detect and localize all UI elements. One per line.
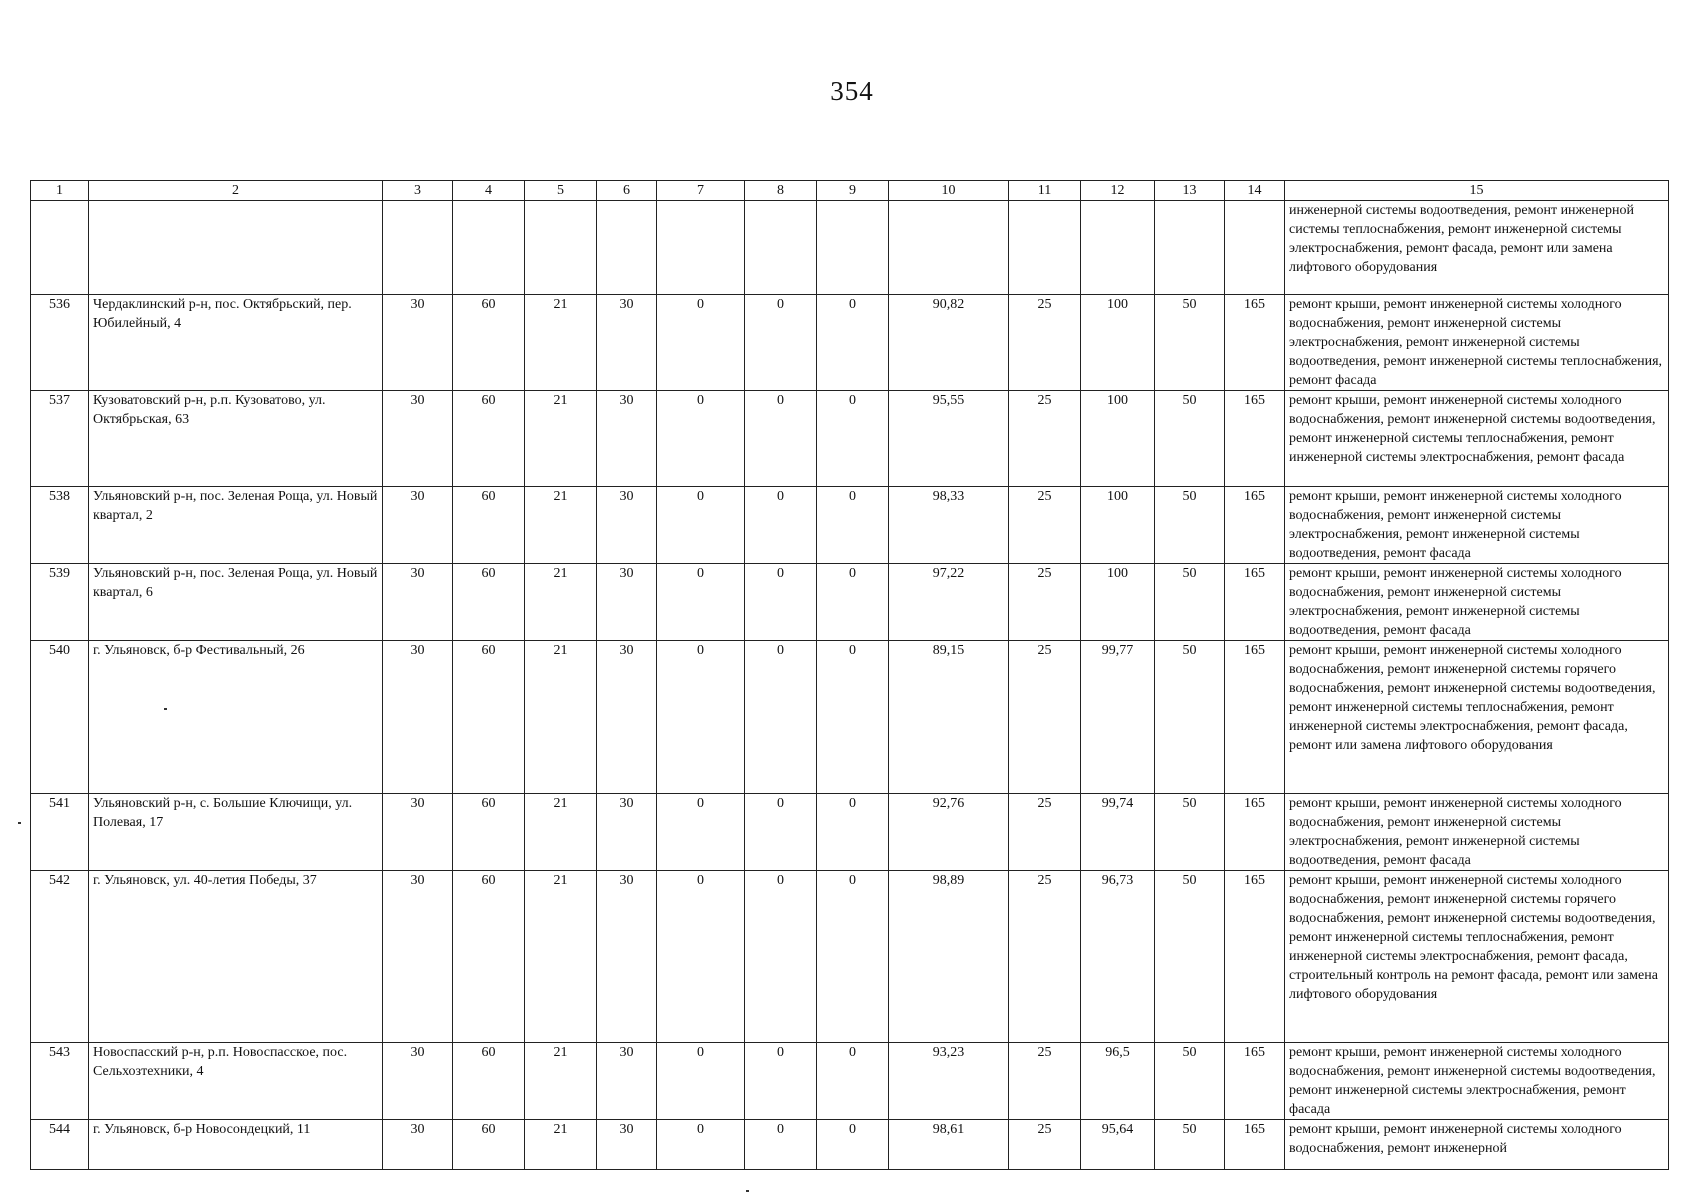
value-cell: 50 (1155, 871, 1225, 1043)
table-row (31, 1043, 1669, 1120)
value-cell (657, 201, 745, 295)
value-cell: 95,64 (1081, 1120, 1155, 1170)
table-row (31, 794, 1669, 871)
register-table (30, 180, 1669, 1170)
value-cell: 0 (817, 487, 889, 564)
value-cell (525, 201, 597, 295)
value-cell: 21 (525, 564, 597, 641)
scan-speck (164, 708, 167, 710)
value-cell (1155, 201, 1225, 295)
works-cell: ремонт крыши, ремонт инженерной системы холодного водоснабжения, ремонт инженерной системы горячего водоснабжения, ремонт инженерной системы водоотведения, ремонт инженерной системы теплоснабжения, ремонт инженерной системы электроснабжения, ремонт фасада, ремонт или замена лифтового оборудования (1285, 641, 1669, 794)
value-cell: 0 (745, 295, 817, 391)
column-header: 2 (89, 181, 383, 201)
value-cell: 0 (657, 1120, 745, 1170)
value-cell: 60 (453, 391, 525, 487)
works-cell: ремонт крыши, ремонт инженерной системы холодного водоснабжения, ремонт инженерной (1285, 1120, 1669, 1170)
value-cell: 0 (817, 794, 889, 871)
value-cell: 30 (383, 1120, 453, 1170)
value-cell: 25 (1009, 564, 1081, 641)
value-cell: 0 (745, 871, 817, 1043)
column-header: 14 (1225, 181, 1285, 201)
value-cell: 0 (817, 641, 889, 794)
value-cell: 100 (1081, 391, 1155, 487)
value-cell: 60 (453, 794, 525, 871)
value-cell: 60 (453, 1120, 525, 1170)
value-cell: 21 (525, 794, 597, 871)
value-cell: 30 (383, 564, 453, 641)
address-cell: Кузоватовский р-н, р.п. Кузоватово, ул. Октябрьская, 63 (89, 391, 383, 487)
value-cell: 0 (657, 794, 745, 871)
value-cell: 100 (1081, 564, 1155, 641)
value-cell: 100 (1081, 487, 1155, 564)
value-cell: 165 (1225, 641, 1285, 794)
table-row (31, 391, 1669, 487)
address-cell: Ульяновский р-н, пос. Зеленая Роща, ул. Новый квартал, 6 (89, 564, 383, 641)
address-cell: г. Ульяновск, б-р Фестивальный, 26 (89, 641, 383, 794)
value-cell: 99,77 (1081, 641, 1155, 794)
value-cell: 89,15 (889, 641, 1009, 794)
value-cell (383, 201, 453, 295)
value-cell: 165 (1225, 794, 1285, 871)
value-cell: 30 (383, 391, 453, 487)
value-cell: 50 (1155, 487, 1225, 564)
value-cell: 0 (817, 1043, 889, 1120)
table-row (31, 295, 1669, 391)
value-cell: 165 (1225, 871, 1285, 1043)
value-cell: 0 (657, 391, 745, 487)
value-cell: 0 (657, 564, 745, 641)
value-cell: 25 (1009, 641, 1081, 794)
row-number: 541 (31, 794, 89, 871)
value-cell: 60 (453, 564, 525, 641)
address-cell: г. Ульяновск, ул. 40-летия Победы, 37 (89, 871, 383, 1043)
value-cell: 25 (1009, 391, 1081, 487)
value-cell: 0 (817, 1120, 889, 1170)
value-cell (889, 201, 1009, 295)
value-cell: 0 (745, 391, 817, 487)
value-cell: 30 (383, 487, 453, 564)
value-cell: 0 (657, 295, 745, 391)
row-number: 536 (31, 295, 89, 391)
value-cell: 100 (1081, 295, 1155, 391)
column-header: 8 (745, 181, 817, 201)
value-cell: 30 (597, 871, 657, 1043)
value-cell: 165 (1225, 391, 1285, 487)
value-cell: 98,33 (889, 487, 1009, 564)
value-cell: 93,23 (889, 1043, 1009, 1120)
value-cell (1081, 201, 1155, 295)
value-cell: 165 (1225, 564, 1285, 641)
value-cell: 165 (1225, 1043, 1285, 1120)
value-cell: 30 (383, 1043, 453, 1120)
value-cell (745, 201, 817, 295)
value-cell: 0 (817, 871, 889, 1043)
value-cell: 25 (1009, 1120, 1081, 1170)
row-number: 544 (31, 1120, 89, 1170)
value-cell: 25 (1009, 1043, 1081, 1120)
value-cell (597, 201, 657, 295)
row-number: 537 (31, 391, 89, 487)
row-number: 543 (31, 1043, 89, 1120)
value-cell: 25 (1009, 295, 1081, 391)
value-cell: 30 (597, 391, 657, 487)
page-number: 354 (830, 76, 874, 106)
value-cell: 50 (1155, 295, 1225, 391)
table-row (31, 564, 1669, 641)
value-cell: 0 (745, 641, 817, 794)
value-cell: 0 (657, 487, 745, 564)
column-header: 13 (1155, 181, 1225, 201)
value-cell: 0 (817, 564, 889, 641)
value-cell: 165 (1225, 295, 1285, 391)
works-cell: ремонт крыши, ремонт инженерной системы холодного водоснабжения, ремонт инженерной системы горячего водоснабжения, ремонт инженерной системы водоотведения, ремонт инженерной системы теплоснабжения, ремонт инженерной системы электроснабжения, ремонт фасада, строительный контроль на ремонт фасада, ремонт или замена лифтового оборудования (1285, 871, 1669, 1043)
value-cell: 98,89 (889, 871, 1009, 1043)
value-cell: 60 (453, 487, 525, 564)
value-cell: 0 (817, 391, 889, 487)
works-cell: ремонт крыши, ремонт инженерной системы холодного водоснабжения, ремонт инженерной системы электроснабжения, ремонт инженерной системы водоотведения, ремонт фасада (1285, 564, 1669, 641)
column-header: 10 (889, 181, 1009, 201)
row-number: 540 (31, 641, 89, 794)
value-cell: 21 (525, 1120, 597, 1170)
header-row (31, 181, 1669, 201)
value-cell: 21 (525, 641, 597, 794)
value-cell: 30 (597, 794, 657, 871)
value-cell: 50 (1155, 1120, 1225, 1170)
table-row (31, 487, 1669, 564)
table-row (31, 201, 1669, 295)
value-cell: 165 (1225, 1120, 1285, 1170)
value-cell (1225, 201, 1285, 295)
row-number (31, 201, 89, 295)
value-cell: 21 (525, 871, 597, 1043)
value-cell: 0 (745, 794, 817, 871)
value-cell: 0 (745, 487, 817, 564)
value-cell: 0 (657, 871, 745, 1043)
value-cell: 0 (745, 564, 817, 641)
value-cell: 50 (1155, 564, 1225, 641)
works-cell: ремонт крыши, ремонт инженерной системы холодного водоснабжения, ремонт инженерной системы водоотведения, ремонт инженерной системы теплоснабжения, ремонт инженерной системы электроснабжения, ремонт фасада (1285, 391, 1669, 487)
value-cell: 96,73 (1081, 871, 1155, 1043)
value-cell: 30 (597, 1043, 657, 1120)
row-number: 542 (31, 871, 89, 1043)
value-cell: 0 (817, 295, 889, 391)
scan-speck (18, 822, 21, 824)
value-cell: 30 (597, 487, 657, 564)
value-cell: 30 (383, 794, 453, 871)
column-header: 11 (1009, 181, 1081, 201)
works-cell: ремонт крыши, ремонт инженерной системы холодного водоснабжения, ремонт инженерной системы электроснабжения, ремонт инженерной системы водоотведения, ремонт фасада (1285, 794, 1669, 871)
value-cell: 60 (453, 1043, 525, 1120)
value-cell: 21 (525, 1043, 597, 1120)
value-cell: 0 (745, 1043, 817, 1120)
works-cell: инженерной системы водоотведения, ремонт инженерной системы теплоснабжения, ремонт инженерной системы электроснабжения, ремонт фасада, ремонт или замена лифтового оборудования (1285, 201, 1669, 295)
column-header: 15 (1285, 181, 1669, 201)
value-cell: 50 (1155, 794, 1225, 871)
scan-speck (746, 1190, 749, 1192)
column-header: 3 (383, 181, 453, 201)
value-cell: 30 (383, 641, 453, 794)
value-cell: 25 (1009, 871, 1081, 1043)
value-cell: 95,55 (889, 391, 1009, 487)
value-cell: 60 (453, 295, 525, 391)
column-header: 1 (31, 181, 89, 201)
value-cell: 60 (453, 871, 525, 1043)
column-header: 5 (525, 181, 597, 201)
value-cell: 165 (1225, 487, 1285, 564)
column-header: 4 (453, 181, 525, 201)
value-cell: 50 (1155, 1043, 1225, 1120)
address-cell: Новоспасский р-н, р.п. Новоспасское, пос. Сельхозтехники, 4 (89, 1043, 383, 1120)
row-number: 538 (31, 487, 89, 564)
value-cell: 0 (745, 1120, 817, 1170)
value-cell: 92,76 (889, 794, 1009, 871)
value-cell: 21 (525, 391, 597, 487)
value-cell: 25 (1009, 487, 1081, 564)
column-header: 9 (817, 181, 889, 201)
value-cell: 30 (597, 564, 657, 641)
address-cell: Ульяновский р-н, с. Большие Ключищи, ул. Полевая, 17 (89, 794, 383, 871)
column-header: 12 (1081, 181, 1155, 201)
value-cell: 30 (597, 641, 657, 794)
value-cell: 0 (657, 1043, 745, 1120)
value-cell (817, 201, 889, 295)
value-cell: 21 (525, 487, 597, 564)
value-cell: 90,82 (889, 295, 1009, 391)
address-cell: г. Ульяновск, б-р Новосондецкий, 11 (89, 1120, 383, 1170)
value-cell: 50 (1155, 391, 1225, 487)
value-cell (1009, 201, 1081, 295)
value-cell: 98,61 (889, 1120, 1009, 1170)
table-row (31, 1120, 1669, 1170)
value-cell: 96,5 (1081, 1043, 1155, 1120)
table-row (31, 641, 1669, 794)
value-cell: 21 (525, 295, 597, 391)
row-number: 539 (31, 564, 89, 641)
table-row (31, 871, 1669, 1043)
works-cell: ремонт крыши, ремонт инженерной системы холодного водоснабжения, ремонт инженерной системы водоотведения, ремонт инженерной системы электроснабжения, ремонт фасада (1285, 1043, 1669, 1120)
column-header: 6 (597, 181, 657, 201)
value-cell: 99,74 (1081, 794, 1155, 871)
works-cell: ремонт крыши, ремонт инженерной системы холодного водоснабжения, ремонт инженерной системы электроснабжения, ремонт инженерной системы водоотведения, ремонт инженерной системы теплоснабжения, ремонт фасада (1285, 295, 1669, 391)
value-cell: 30 (597, 1120, 657, 1170)
address-cell: Ульяновский р-н, пос. Зеленая Роща, ул. Новый квартал, 2 (89, 487, 383, 564)
value-cell: 25 (1009, 794, 1081, 871)
works-cell: ремонт крыши, ремонт инженерной системы холодного водоснабжения, ремонт инженерной системы электроснабжения, ремонт инженерной системы водоотведения, ремонт фасада (1285, 487, 1669, 564)
value-cell: 30 (383, 871, 453, 1043)
value-cell: 97,22 (889, 564, 1009, 641)
value-cell: 30 (383, 295, 453, 391)
column-header: 7 (657, 181, 745, 201)
value-cell: 60 (453, 641, 525, 794)
value-cell: 0 (657, 641, 745, 794)
address-cell: Чердаклинский р-н, пос. Октябрьский, пер. Юбилейный, 4 (89, 295, 383, 391)
value-cell: 50 (1155, 641, 1225, 794)
value-cell (453, 201, 525, 295)
value-cell: 30 (597, 295, 657, 391)
address-cell (89, 201, 383, 295)
